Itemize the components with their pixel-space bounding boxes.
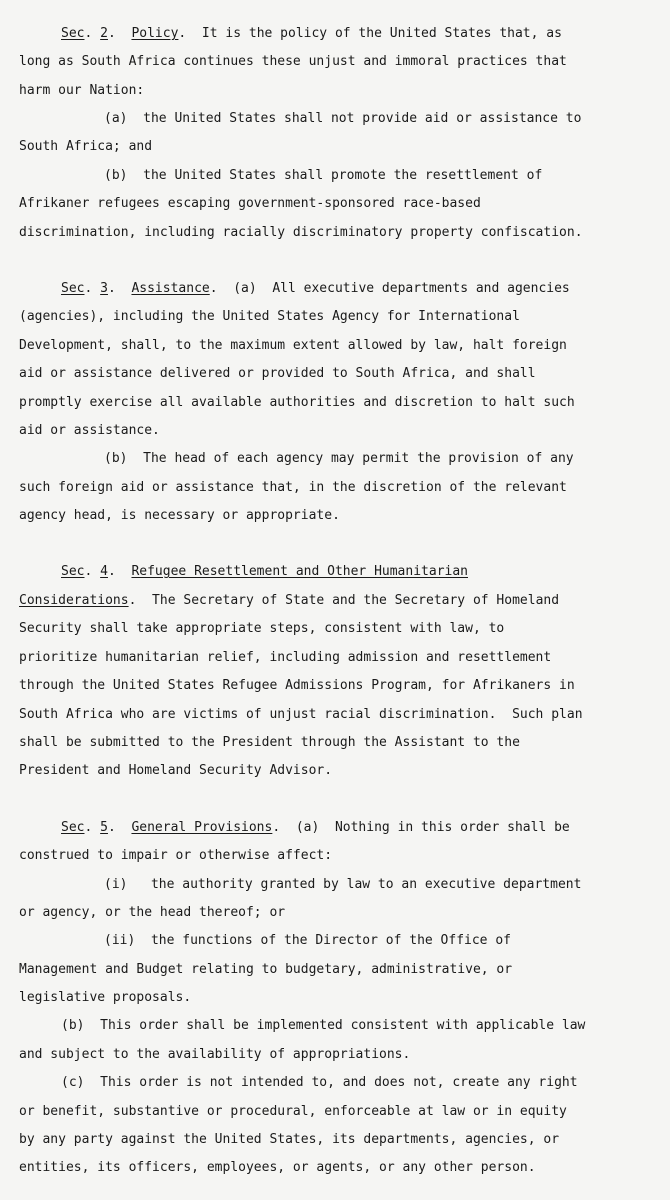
text-line: Development, shall, to the maximum extent allowed by law, halt foreign <box>19 338 567 353</box>
sec-number: 3 <box>100 281 108 296</box>
sec3-heading-line <box>61 281 570 297</box>
text-line: (b) This order shall be implemented consistent with applicable law <box>61 1018 586 1033</box>
text-line: promptly exercise all available authorities and discretion to halt such <box>19 395 575 410</box>
sec-label: Sec <box>61 26 85 41</box>
text-line: legislative proposals. <box>19 990 192 1005</box>
text-line: and subject to the availability of appropriations. <box>19 1047 411 1062</box>
text-line: President and Homeland Security Advisor. <box>19 763 333 778</box>
text-line: construed to impair or otherwise affect: <box>19 848 333 863</box>
sec-text: . The Secretary of State and the Secretary of Homeland <box>128 593 560 608</box>
sec-label: Sec <box>61 281 85 296</box>
sec5-heading-line <box>61 820 570 836</box>
sec-title: Assistance <box>131 281 210 296</box>
sec-number: 5 <box>100 820 108 835</box>
text-line: aid or assistance delivered or provided to South Africa, and shall <box>19 366 536 381</box>
sec-text: . (a) Nothing in this order shall be <box>272 820 570 835</box>
text-line: aid or assistance. <box>19 423 160 438</box>
text-line: (agencies), including the United States Agency for International <box>19 309 520 324</box>
text-line: South Africa; and <box>19 139 153 154</box>
text-line: (a) the United States shall not provide aid or assistance to <box>104 111 582 126</box>
text-line: harm our Nation: <box>19 83 145 98</box>
text-line: discrimination, including racially discriminatory property confiscation. <box>19 225 583 240</box>
sec-title: General Provisions <box>131 820 273 835</box>
text-line: (i) the authority granted by law to an executive department <box>104 877 582 892</box>
sec-sep: . <box>84 26 101 41</box>
text-line: Security shall take appropriate steps, consistent with law, to <box>19 621 505 636</box>
text-line: or benefit, substantive or procedural, enforceable at law or in equity <box>19 1104 567 1119</box>
sec-text: . It is the policy of the United States that, as <box>178 26 562 41</box>
text-line: prioritize humanitarian relief, including admission and resettlement <box>19 650 552 665</box>
text-line: (b) the United States shall promote the resettlement of <box>104 168 543 183</box>
text-line: by any party against the United States, its departments, agencies, or <box>19 1132 560 1147</box>
text-line: long as South Africa continues these unjust and immoral practices that <box>19 54 567 69</box>
text-line: (c) This order is not intended to, and does not, create any right <box>61 1075 578 1090</box>
sec4-title-continued-line <box>19 593 559 609</box>
sec-label: Sec <box>61 820 85 835</box>
text-line: Afrikaner refugees escaping government-sponsored race-based <box>19 196 481 211</box>
text-line: Management and Budget relating to budgetary, administrative, or <box>19 962 513 977</box>
sec-sep2: . <box>107 564 132 579</box>
sec-sep2: . <box>107 281 132 296</box>
sec-number: 4 <box>100 564 108 579</box>
sec-text: . (a) All executive departments and agencies <box>209 281 570 296</box>
text-line: South Africa who are victims of unjust racial discrimination. Such plan <box>19 707 583 722</box>
sec-number: 2 <box>100 26 108 41</box>
text-line: such foreign aid or assistance that, in the discretion of the relevant <box>19 480 567 495</box>
sec-title-continued: Considerations <box>19 593 129 608</box>
sec2-heading-line <box>61 26 562 42</box>
text-line: entities, its officers, employees, or agents, or any other person. <box>19 1160 536 1175</box>
sec-label: Sec <box>61 564 85 579</box>
sec-sep2: . <box>107 820 132 835</box>
text-line: shall be submitted to the President through the Assistant to the <box>19 735 520 750</box>
sec4-heading-line <box>61 564 468 580</box>
text-line: through the United States Refugee Admissions Program, for Afrikaners in <box>19 678 575 693</box>
text-line: agency head, is necessary or appropriate. <box>19 508 340 523</box>
sec-sep: . <box>84 820 101 835</box>
sec-title: Policy <box>131 26 179 41</box>
text-line: (ii) the functions of the Director of the Office of <box>104 933 511 948</box>
sec-title: Refugee Resettlement and Other Humanitarian <box>131 564 468 579</box>
sec-sep: . <box>84 281 101 296</box>
text-line: (b) The head of each agency may permit the provision of any <box>104 451 574 466</box>
text-line: or agency, or the head thereof; or <box>19 905 286 920</box>
sec-sep: . <box>84 564 101 579</box>
sec-sep2: . <box>107 26 132 41</box>
